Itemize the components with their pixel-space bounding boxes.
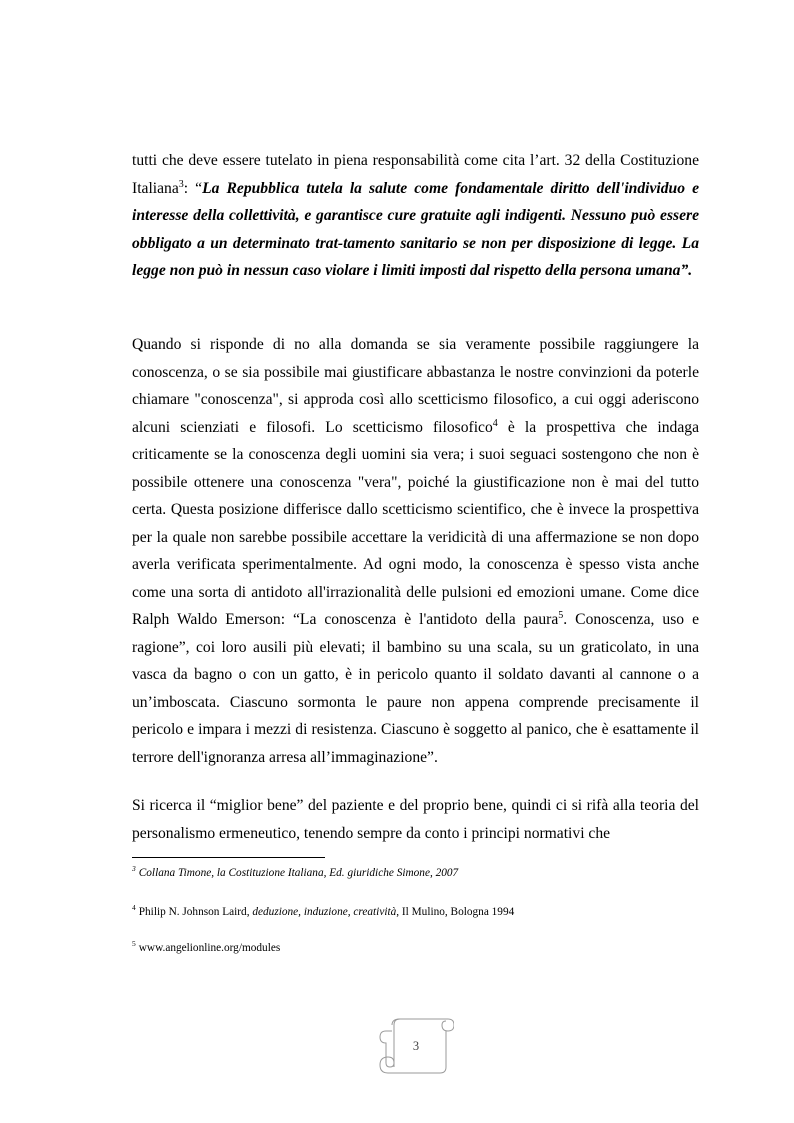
constitution-quote: La Repubblica tutela la salute come fondamentale diritto dell'individuo e interesse della collettività, e garantisce cure gratuite agli indigenti. Nessuno può essere obbligato a un determinato trat-tamento sanitario se non per disposizione di legge. La legge non può in nessun caso violare i limiti imposti dal rispetto della persona umana”. xyxy=(132,179,700,279)
footnote-ref-4[interactable]: 4 xyxy=(492,417,498,429)
paragraph-1-intro: tutti che deve essere tutelato in piena responsabilità come cita l’art. 32 della Costituzione Italiana xyxy=(132,152,699,197)
footnote-4-publisher: , Il Mulino, Bologna 1994 xyxy=(396,906,515,918)
footnote-3-text: Collana Timone, la Costituzione Italiana, Ed. giuridiche Simone, 2007 xyxy=(138,867,459,879)
footnote-5-number: 5 xyxy=(132,939,136,949)
paragraph-3-text: Si ricerca il “miglior bene” del paziente e del proprio bene, quindi ci si rifà alla teoria del personalismo ermeneutico, tenendo sempre da conto i principi normativi che xyxy=(132,797,699,842)
footnote-5-link[interactable]: www.angelionline.org/modules xyxy=(138,942,281,954)
paragraph-2-part-3: . Conoscenza, uso e ragione”, coi loro ausili più elevati; il bambino su una scala, su un graticolato, in una vasca da bagno o con un gatto, è in pericolo quanto il soldato davanti al cannone o a un’imboscata. Ciascuno sormonta le paure non appena comprende precisamente il pericolo e impara i mezzi di resistenza. Ciascuno è soggetto al panico, che è esattamente il terrore dell'ignoranza arresa all’immaginazione”. xyxy=(132,611,699,766)
footnote-5 xyxy=(132,941,699,955)
body-paragraph-1 xyxy=(132,147,699,285)
footnote-ref-3[interactable]: 3 xyxy=(178,178,184,190)
paragraph-2-part-1: Quando si risponde di no alla domanda se sia veramente possibile raggiungere la conoscenza, o se sia possibile mai giustificare abbastanza le nostre convinzioni da poterle chiamare "conoscenza", si approda così allo scetticismo filosofico, a cui oggi aderiscono alcuni scienziati e filosofi. Lo scetticismo filosofico xyxy=(132,336,699,436)
footnote-separator xyxy=(132,857,325,858)
footnote-4-number: 4 xyxy=(132,903,136,913)
footnote-4 xyxy=(132,905,699,919)
footnote-3 xyxy=(132,866,699,880)
quote-open: : “ xyxy=(183,179,203,197)
page-number: 3 xyxy=(412,1039,420,1053)
footnote-3-number: 3 xyxy=(132,864,136,874)
paragraph-2-part-2: è la prospettiva che indaga criticamente se la conoscenza degli uomini sia vera; i suoi seguaci sostengono che non è possibile ottenere una conoscenza "vera", poiché la giustificazione non è mai del tutto certa. Questa posizione differisce dallo scetticismo scientifico, che è invece la prospettiva per la quale non sarebbe possibile accettare la veridicità di una affermazione se non dopo averla verificata sperimentalmente. Ad ogni modo, la conoscenza è spesso vista anche come una sorta di antidoto all'irrazionalità delle pulsioni ed emozioni umane. Come dice Ralph Waldo Emerson: “La conoscenza è l'antidoto della paura xyxy=(132,418,699,628)
body-paragraph-3 xyxy=(132,792,699,847)
footnote-4-author: Philip N. Johnson Laird, xyxy=(138,906,253,918)
footnote-ref-5[interactable]: 5 xyxy=(558,609,564,621)
footnote-4-title: deduzione, induzione, creatività xyxy=(252,906,397,918)
body-paragraph-2 xyxy=(132,331,699,771)
